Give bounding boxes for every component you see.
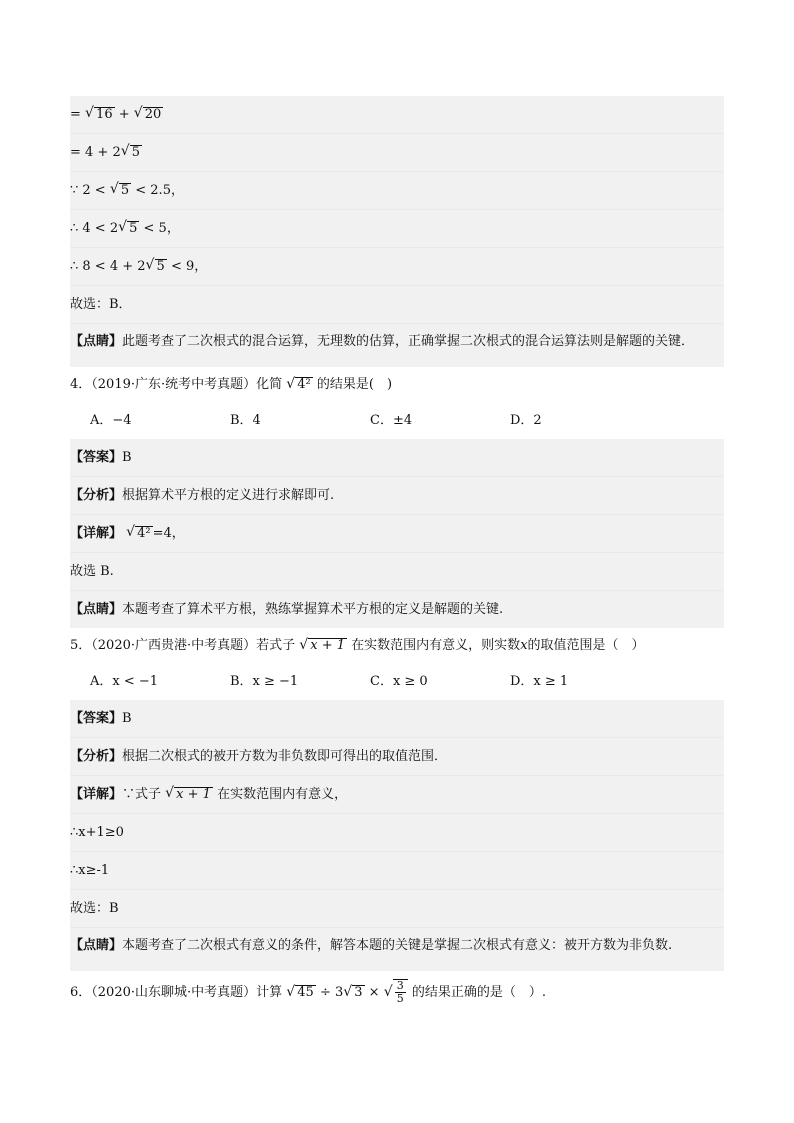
tip-text: 本题考查了算术平方根，熟练掌握算术平方根的定义是解题的关键. (122, 602, 504, 617)
denominator: 5 (396, 992, 404, 1005)
detail-line (70, 514, 724, 552)
tip-text: 此题考查了二次根式的混合运算，无理数的估算，正确掌握二次根式的混合运算法则是解题的关键． (122, 334, 695, 349)
option-d: D．x ≥ 1 (510, 674, 569, 689)
sqrt-expression (111, 172, 131, 209)
choose-line (70, 889, 724, 927)
sqrt-expression (287, 971, 316, 1015)
q4-solution-block (70, 439, 724, 628)
text: = 4 + 2 (70, 145, 121, 160)
tip-tag: 【点睛】 (70, 334, 123, 349)
detail-tag: 【详解】 (70, 787, 123, 802)
tip-tag: 【点睛】 (70, 602, 123, 617)
answer-value: B (122, 711, 132, 726)
radicand: 20 (144, 107, 162, 122)
question-5-stem (70, 628, 724, 664)
sqrt-expression (119, 210, 139, 247)
solution-step (70, 247, 724, 285)
text: 故选：B． (70, 297, 132, 312)
detail-line (70, 775, 724, 813)
tip-line (70, 927, 724, 971)
sqrt-expression (127, 515, 152, 552)
q3-solution-block (70, 96, 724, 367)
radicand: x + 1 (310, 638, 346, 653)
variable: x (520, 638, 528, 653)
text: 故选 B. (70, 564, 114, 579)
analysis-line (70, 737, 724, 775)
option-b: B．4 (230, 413, 261, 428)
detail-text: 在实数范围内有意义， (217, 787, 348, 802)
analysis-text: 根据算术平方根的定义进行求解即可. (122, 488, 335, 503)
q5-solution-block (70, 700, 724, 971)
sqrt-expression (300, 628, 347, 664)
tip-line (70, 323, 724, 367)
solution-step (70, 171, 724, 209)
sqrt-expression (166, 776, 213, 813)
detail-tag: 【详解】 (70, 526, 123, 541)
text: × (368, 985, 380, 1000)
radicand: 5 (120, 183, 130, 198)
question-text: 的结果是( ) (316, 377, 393, 392)
analysis-line (70, 476, 724, 514)
question-text: 4．（2019·广东·统考中考真题）化简 (70, 377, 283, 392)
solution-step (70, 851, 724, 889)
sqrt-expression (147, 248, 167, 285)
option-d: D．2 (510, 413, 542, 428)
radicand: 4² (297, 377, 311, 392)
detail-text: ∵式子 (122, 787, 162, 802)
radicand: x + 1 (176, 787, 211, 802)
text: + (118, 107, 130, 122)
radicand: 4² (137, 526, 151, 541)
text: < 5， (143, 221, 180, 236)
sqrt-fraction (385, 971, 408, 1015)
radicand: 3 (354, 985, 363, 1000)
tip-text: 本题考查了二次根式有意义的条件，解答本题的关键是掌握二次根式有意义：被开方数为非负数. (122, 938, 673, 953)
choose-line (70, 285, 724, 323)
tip-line (70, 590, 724, 628)
text: ∴x≥-1 (70, 863, 110, 878)
option-c: C．±4 (370, 413, 413, 428)
solution-step (70, 813, 724, 851)
question-4-options (70, 403, 724, 439)
detail-text: =4， (152, 526, 185, 541)
solution-step (70, 96, 724, 133)
solution-step (70, 209, 724, 247)
sqrt-expression (135, 96, 164, 133)
answer-line (70, 700, 724, 737)
text: ÷ 3 (319, 985, 344, 1000)
question-text: 的取值范围是（ ） (527, 638, 645, 653)
document-page (70, 96, 724, 1015)
answer-value: B (122, 450, 132, 465)
question-6-stem (70, 971, 724, 1015)
analysis-text: 根据二次根式的被开方数为非负数即可得出的取值范围． (122, 749, 448, 764)
text: ∴ 8 < 4 + 2 (70, 259, 146, 274)
solution-step (70, 133, 724, 171)
question-5-options (70, 664, 724, 700)
sqrt-expression (344, 971, 364, 1015)
sqrt-expression (287, 367, 312, 403)
text: < 9， (170, 259, 208, 274)
option-b: B．x ≥ −1 (230, 674, 299, 689)
radicand: 16 (96, 107, 113, 122)
text: ∴x+1≥0 (70, 825, 124, 840)
question-text: 5．（2020·广西贵港·中考真题）若式子 (70, 638, 296, 653)
numerator: √ 3 (396, 979, 404, 992)
choose-line (70, 552, 724, 590)
analysis-tag: 【分析】 (70, 749, 123, 764)
question-text: 6．（2020·山东聊城·中考真题）计算 (70, 985, 283, 1000)
option-a: A．−4 (90, 413, 132, 428)
answer-tag: 【答案】 (70, 450, 123, 465)
text: 故选：B (70, 901, 119, 916)
text: ∵ 2 < (70, 183, 106, 198)
sqrt-expression (86, 96, 115, 133)
text: < 2.5， (135, 183, 184, 198)
question-text: 的结果正确的是（ ）. (411, 985, 546, 1000)
radicand: 5 (156, 259, 165, 274)
option-a: A．x < −1 (90, 674, 159, 689)
text: ∴ 4 < 2 (70, 221, 119, 236)
answer-line (70, 439, 724, 476)
fraction (395, 980, 406, 1005)
tip-tag: 【点睛】 (70, 938, 123, 953)
text: = (70, 107, 81, 122)
radicand: 45 (297, 985, 314, 1000)
radicand: 5 (131, 145, 141, 160)
answer-tag: 【答案】 (70, 711, 123, 726)
question-4-stem (70, 367, 724, 403)
option-c: C．x ≥ 0 (370, 674, 428, 689)
question-text: 在实数范围内有意义，则实数 (351, 638, 521, 653)
sqrt-expression (122, 134, 142, 171)
radicand: 5 (129, 221, 138, 236)
analysis-tag: 【分析】 (70, 488, 123, 503)
